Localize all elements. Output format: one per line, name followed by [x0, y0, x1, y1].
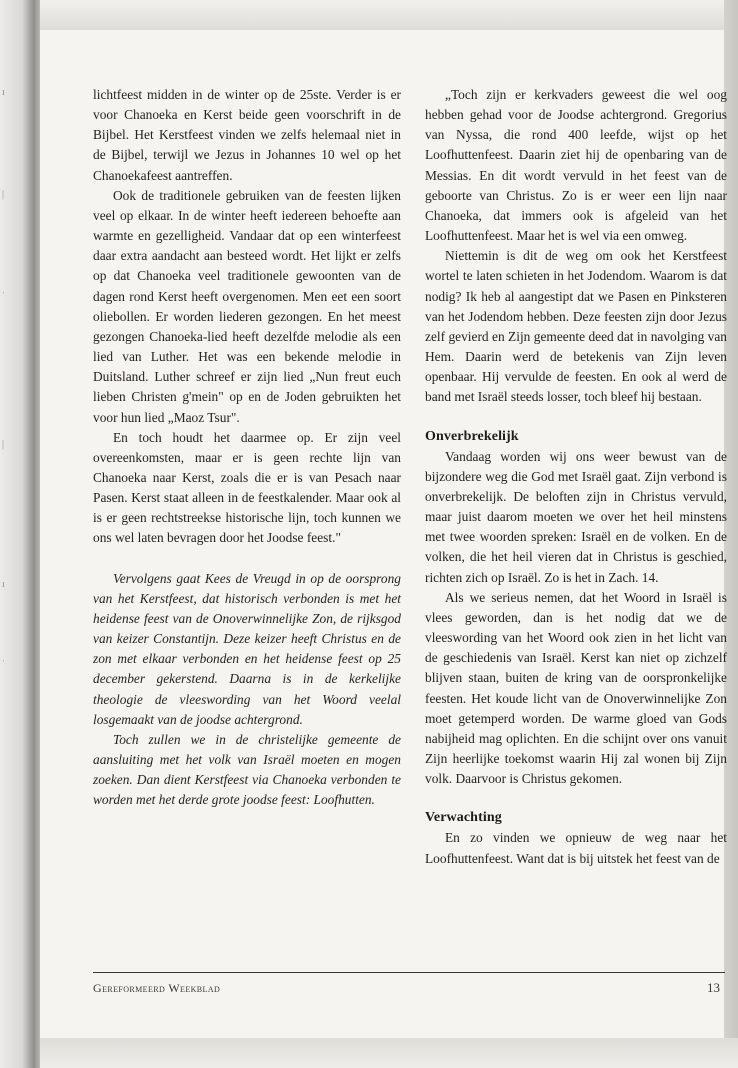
paragraph: En zo vinden we opnieuw de weg naar het Loofhuttenfeest. Want dat is bij uitstek het feest van de	[425, 830, 727, 866]
bleed-through-mark: ˈ	[2, 659, 6, 670]
bleed-through-mark: ı	[2, 87, 5, 98]
intro-paragraph: Toch zullen we in de christelijke gemeente de aansluiting met het volk van Israël moeten en mogen zoeken. Dan dient Kerstfeest via Chanoeka verbonden te worden met het derde grote joodse feest: Loofhutten.	[93, 731, 401, 808]
scan-left-edge	[0, 0, 40, 1068]
right-column	[425, 85, 727, 869]
section-heading: Verwachting	[425, 810, 502, 826]
paragraph: Niettemin is dit de weg om ook het Kerstfeest wortel te laten schieten in het Jodendom. Waarom is dat nodig? Ik heb al aangestipt dat we Pasen en Pinksteren van het Jodendom hebben. Deze feesten zijn door Jezus zelf gevierd en Zijn gemeente deed dat in navolging van Hem. Daarin werd de betekenis van Zijn leven openbaar. Hij vervulde de feesten. En ook al werd de band met Israël steeds losser, toch bleef hij bestaan.	[425, 248, 727, 405]
paragraph: lichtfeest midden in de winter op de 25ste. Verder is er voor Chanoeka en Kerst beide geen voorschrift in de Bijbel. Het Kerstfeest vinden we zelfs helemaal niet in de Bijbel, terwijl we Jezus in Johannes 10 wel op het Chanoekafeest aantreffen.	[93, 87, 401, 183]
publication-name: Gereformeerd Weekblad	[93, 981, 221, 995]
paragraph: Ook de traditionele gebruiken van de feesten lijken veel op elkaar. In de winter heeft iedereen behoefte aan warmte en gezelligheid. Vandaar dat op een winterfeest daar extra aandacht aan besteed wordt. Het lijkt er zelfs op dat Chanoeka veel traditionele gewoonten van de dagen rond Kerst heeft overgenomen. Men eet een soort oliebollen. Er worden liederen gezongen. En het meest gezongen Chanoeka-lied heeft dezelfde melodie als een lied van Luther. Het was een bekende melodie in Duitsland. Luther schreef er zijn lied „Nun freut euch lieben Christen g'mein" op en de Joden gebruikten het voor hun lied „Maoz Tsur".	[93, 187, 401, 425]
section-heading: Onverbrekelijk	[425, 428, 519, 444]
bleed-through-mark: |	[2, 189, 5, 200]
paragraph: „Toch zijn er kerkvaders geweest die wel oog hebben gehad voor de Joodse achtergrond. Gregorius van Nyssa, die rond 400 leefde, wijst op het Loofhuttenfeest. Daarin ziet hij de openbaring van de Messias. En dit wordt vervuld in het feest van de geboorte van Christus. Zo is er weer een lijn naar Chanoeka, dat immers ook is afgeleid van het Loofhuttenfeest. Maar het is wel via een omweg.	[425, 87, 727, 244]
scan-bottom-edge	[40, 1038, 738, 1068]
paragraph: Vandaag worden wij ons weer bewust van de bijzondere weg die God met Israël gaat. Zijn verbond is onverbrekelijk. De beloften zijn in Christus vervuld, maar juist daarom moeten we over het heil minstens met twee woorden spreken: Israël en de volken. En de volken, die het heil vieren dat in Christus is geschied, richten zich op Israël. Zo is het in Zach. 14.	[425, 448, 727, 585]
intro-paragraph: Vervolgens gaat Kees de Vreugd in op de oorsprong van het Kerstfeest, dat historisch verbonden is met het heidense feest van de Onoverwinnelijke Zon, de rijksgod van keizer Constantijn. Deze keizer heeft Christus en de zon met elkaar verbonden en het heidense feest op 25 december gekerstend. Daarna is in de kerkelijke theologie de vleeswording van het Woord veelal losgemaakt van de joodse achtergrond.	[93, 570, 401, 727]
scan-top-edge	[40, 0, 738, 30]
bleed-through-mark: |	[2, 439, 5, 450]
magazine-page	[40, 30, 727, 1038]
paragraph: Als we serieus nemen, dat het Woord in Israël is vlees geworden, dan is het nodig dat we de vleeswording van het Woord ook zien in het licht van de geschiedenis van Israël. Kerst kan niet op zichzelf blijven staan, buiten de kring van de oorspronkelijke feesten. Het koude licht van de Onoverwinnelijke Zon moet getemperd worden. De warme gloed van Gods nabijheid mag oplichten. En die schijnt over ons vanuit Zijn heerlijke toekomst waarin Hij zal wonen bij Zijn volk. Daarvoor is Christus gekomen.	[425, 589, 727, 787]
page-number: 13	[707, 980, 720, 995]
footer-rule	[93, 972, 725, 973]
bleed-through-mark: ˈ	[2, 291, 6, 302]
bleed-through-mark: ı	[2, 579, 5, 590]
paragraph: En toch houdt het daarmee op. Er zijn veel overeenkomsten, maar er is geen rechte lijn van Chanoeka naar Kerst, zoals die er is van Pesach naar Pasen. Kerst staat alleen in de feestkalender. Maar ook al is er geen rechtstreekse historische lijn, toch kunnen we ons wel laten bevragen door het Joodse feest."	[93, 429, 401, 546]
left-column	[93, 85, 401, 810]
